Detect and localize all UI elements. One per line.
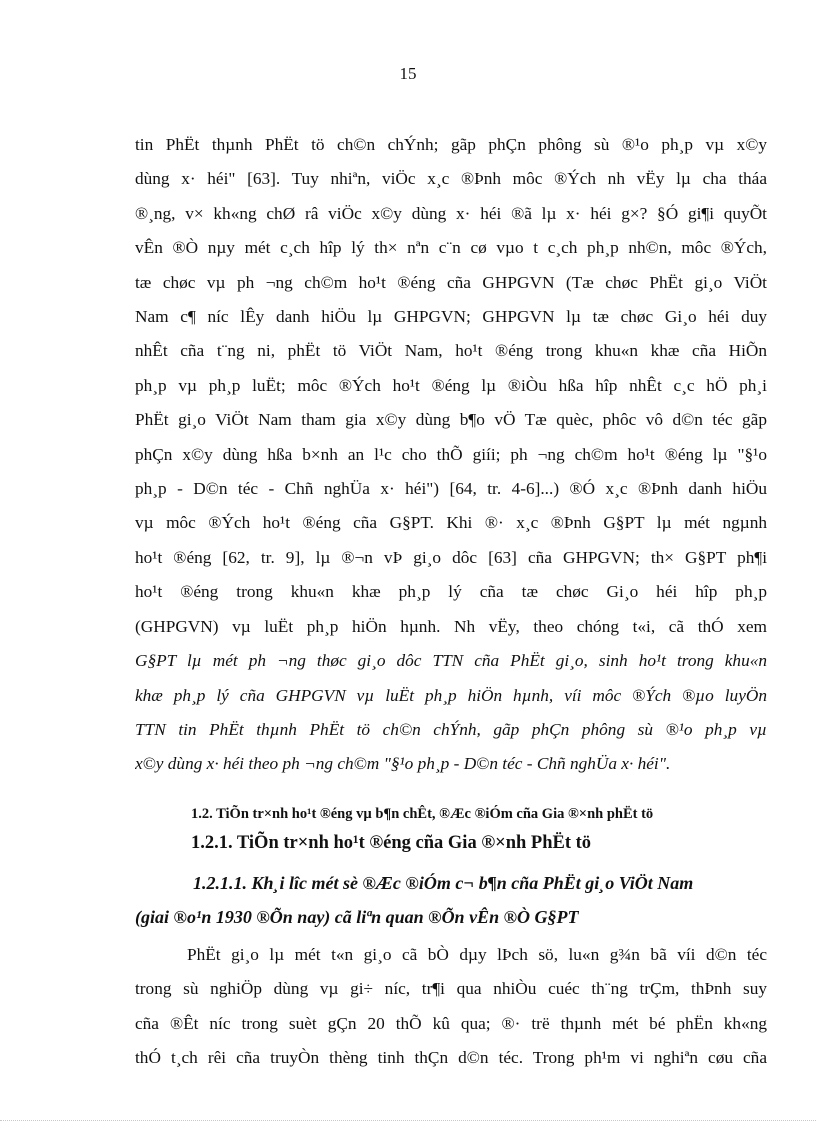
text-line: G§PT lµ mét ph ¬ng thøc gi¸o dôc TTN cña PhËt gi¸o, sinh ho¹t trong khu«n (135, 651, 767, 671)
section-heading-1-2-1: 1.2.1. TiÕn tr×nh ho¹t ®éng cña Gia ®×nh PhËt tö (191, 832, 592, 853)
text-line: cña ®Êt níc trong suèt gÇn 20 thÕ kû qua; ®· trë thµnh mét bé phËn kh«ng (135, 1013, 767, 1033)
text-line: ph¸p vµ ph¸p luËt; môc ®Ých ho¹t ®éng lµ ®iÒu hßa hîp nhÊt c¸c hÖ ph¸i (135, 375, 767, 395)
text-line: ho¹t ®éng [62, tr. 9], lµ ®¬n vÞ gi¸o dôc [63] cña GHPGVN; th× G§PT ph¶i (135, 547, 767, 567)
text-line: ph¸p - D©n téc - Chñ nghÜa x· héi") [64, tr. 4-6]...) ®Ó x¸c ®Þnh danh hiÖu (135, 479, 767, 499)
section-heading-1-2-1-1 (135, 866, 767, 934)
page-bottom-rule (0, 1120, 816, 1121)
text-line: tin PhËt thµnh PhËt tö ch©n chÝnh; gãp phÇn phông sù ®¹o ph¸p vµ x©y (135, 135, 767, 154)
text-line: ®¸ng, v× kh«ng chØ râ viÖc x©y dùng x· héi ®ã lµ x· héi g×? §Ó gi¶i quyÕt (135, 203, 767, 223)
text-line: phÇn x©y dùng hßa b×nh an l¹c cho thÕ giíi; ph ¬ng ch©m ho¹t ®éng lµ "§¹o (135, 444, 767, 464)
text-line: khæ ph¸p lý cña GHPGVN vµ luËt ph¸p hiÖn hµnh, víi môc ®Ých ®µo luyÖn (135, 685, 767, 705)
text-line: tæ chøc vµ ph ¬ng ch©m ho¹t ®éng cña GHPGVN (Tæ chøc PhËt gi¸o ViÖt (135, 272, 767, 292)
page-number: 15 (399, 64, 417, 83)
heading-line: (giai ®o¹n 1930 ®Õn nay) cã liªn quan ®Õn vÊn ®Ò G§PT (135, 906, 579, 927)
section-heading-1-2: 1.2. TiÕn tr×nh ho¹t ®éng vµ b¶n chÊt, ®Æc ®iÓm cña Gia ®×nh phËt tö (191, 805, 654, 822)
text-line: PhËt gi¸o ViÖt Nam tham gia x©y dùng b¶o vÖ Tæ quèc, phôc vô d©n téc gãp (135, 410, 767, 430)
text-line: x©y dùng x· héi theo ph ¬ng ch©m "§¹o ph¸p - D©n téc - Chñ nghÜa x· héi". (135, 754, 671, 774)
document-body (135, 128, 767, 1085)
text-line: TTN tin PhËt thµnh PhËt tö ch©n chÝnh, gãp phÇn phông sù ®¹o ph¸p vµ (135, 719, 767, 739)
text-line: ho¹t ®éng trong khu«n khæ ph¸p lý cña tæ chøc Gi¸o héi hîp ph¸p (135, 582, 767, 602)
text-line: nhÊt cña t¨ng ni, phËt tö ViÖt Nam, ho¹t ®éng trong khu«n khæ cña HiÕn (135, 341, 767, 361)
text-line: vÊn ®Ò nµy mét c¸ch hîp lý th× nªn c¨n cø vµo t c¸ch ph¸p nh©n, môc ®Ých, (135, 238, 767, 258)
text-line: PhËt gi¸o lµ mét t«n gi¸o cã bÒ dµy lÞch sö, lu«n g¾n bã víi d©n téc (187, 944, 767, 964)
text-line: Nam c¶ níc lÊy danh hiÖu lµ GHPGVN; GHPGVN lµ tæ chøc Gi¸o héi duy (135, 307, 767, 327)
text-line: dùng x· héi" [63]. Tuy nhiªn, viÖc x¸c ®Þnh môc ®Ých nh vËy lµ cha tháa (135, 169, 767, 189)
text-line: trong sù nghiÖp dùng vµ gi÷ níc, tr¶i qua nhiÒu cuéc th¨ng trÇm, thÞnh suy (135, 979, 767, 999)
text-line: thÓ t¸ch rêi cña truyÒn thèng tinh thÇn d©n téc. Trong ph¹m vi nghiªn cøu cña (135, 1047, 767, 1067)
text-line: (GHPGVN) vµ luËt ph¸p hiÖn hµnh. Nh vËy, theo chóng t«i, cã thÓ xem (135, 616, 767, 636)
heading-line: 1.2.1.1. Kh¸i lîc mét sè ®Æc ®iÓm c¬ b¶n cña PhËt gi¸o ViÖt Nam (193, 872, 694, 893)
paragraph-buddhism-history (135, 938, 767, 1076)
paragraph-definition (135, 128, 767, 782)
text-line: vµ môc ®Ých ho¹t ®éng cña G§PT. Khi ®· x¸c ®Þnh G§PT lµ mét ngµnh (135, 513, 767, 533)
